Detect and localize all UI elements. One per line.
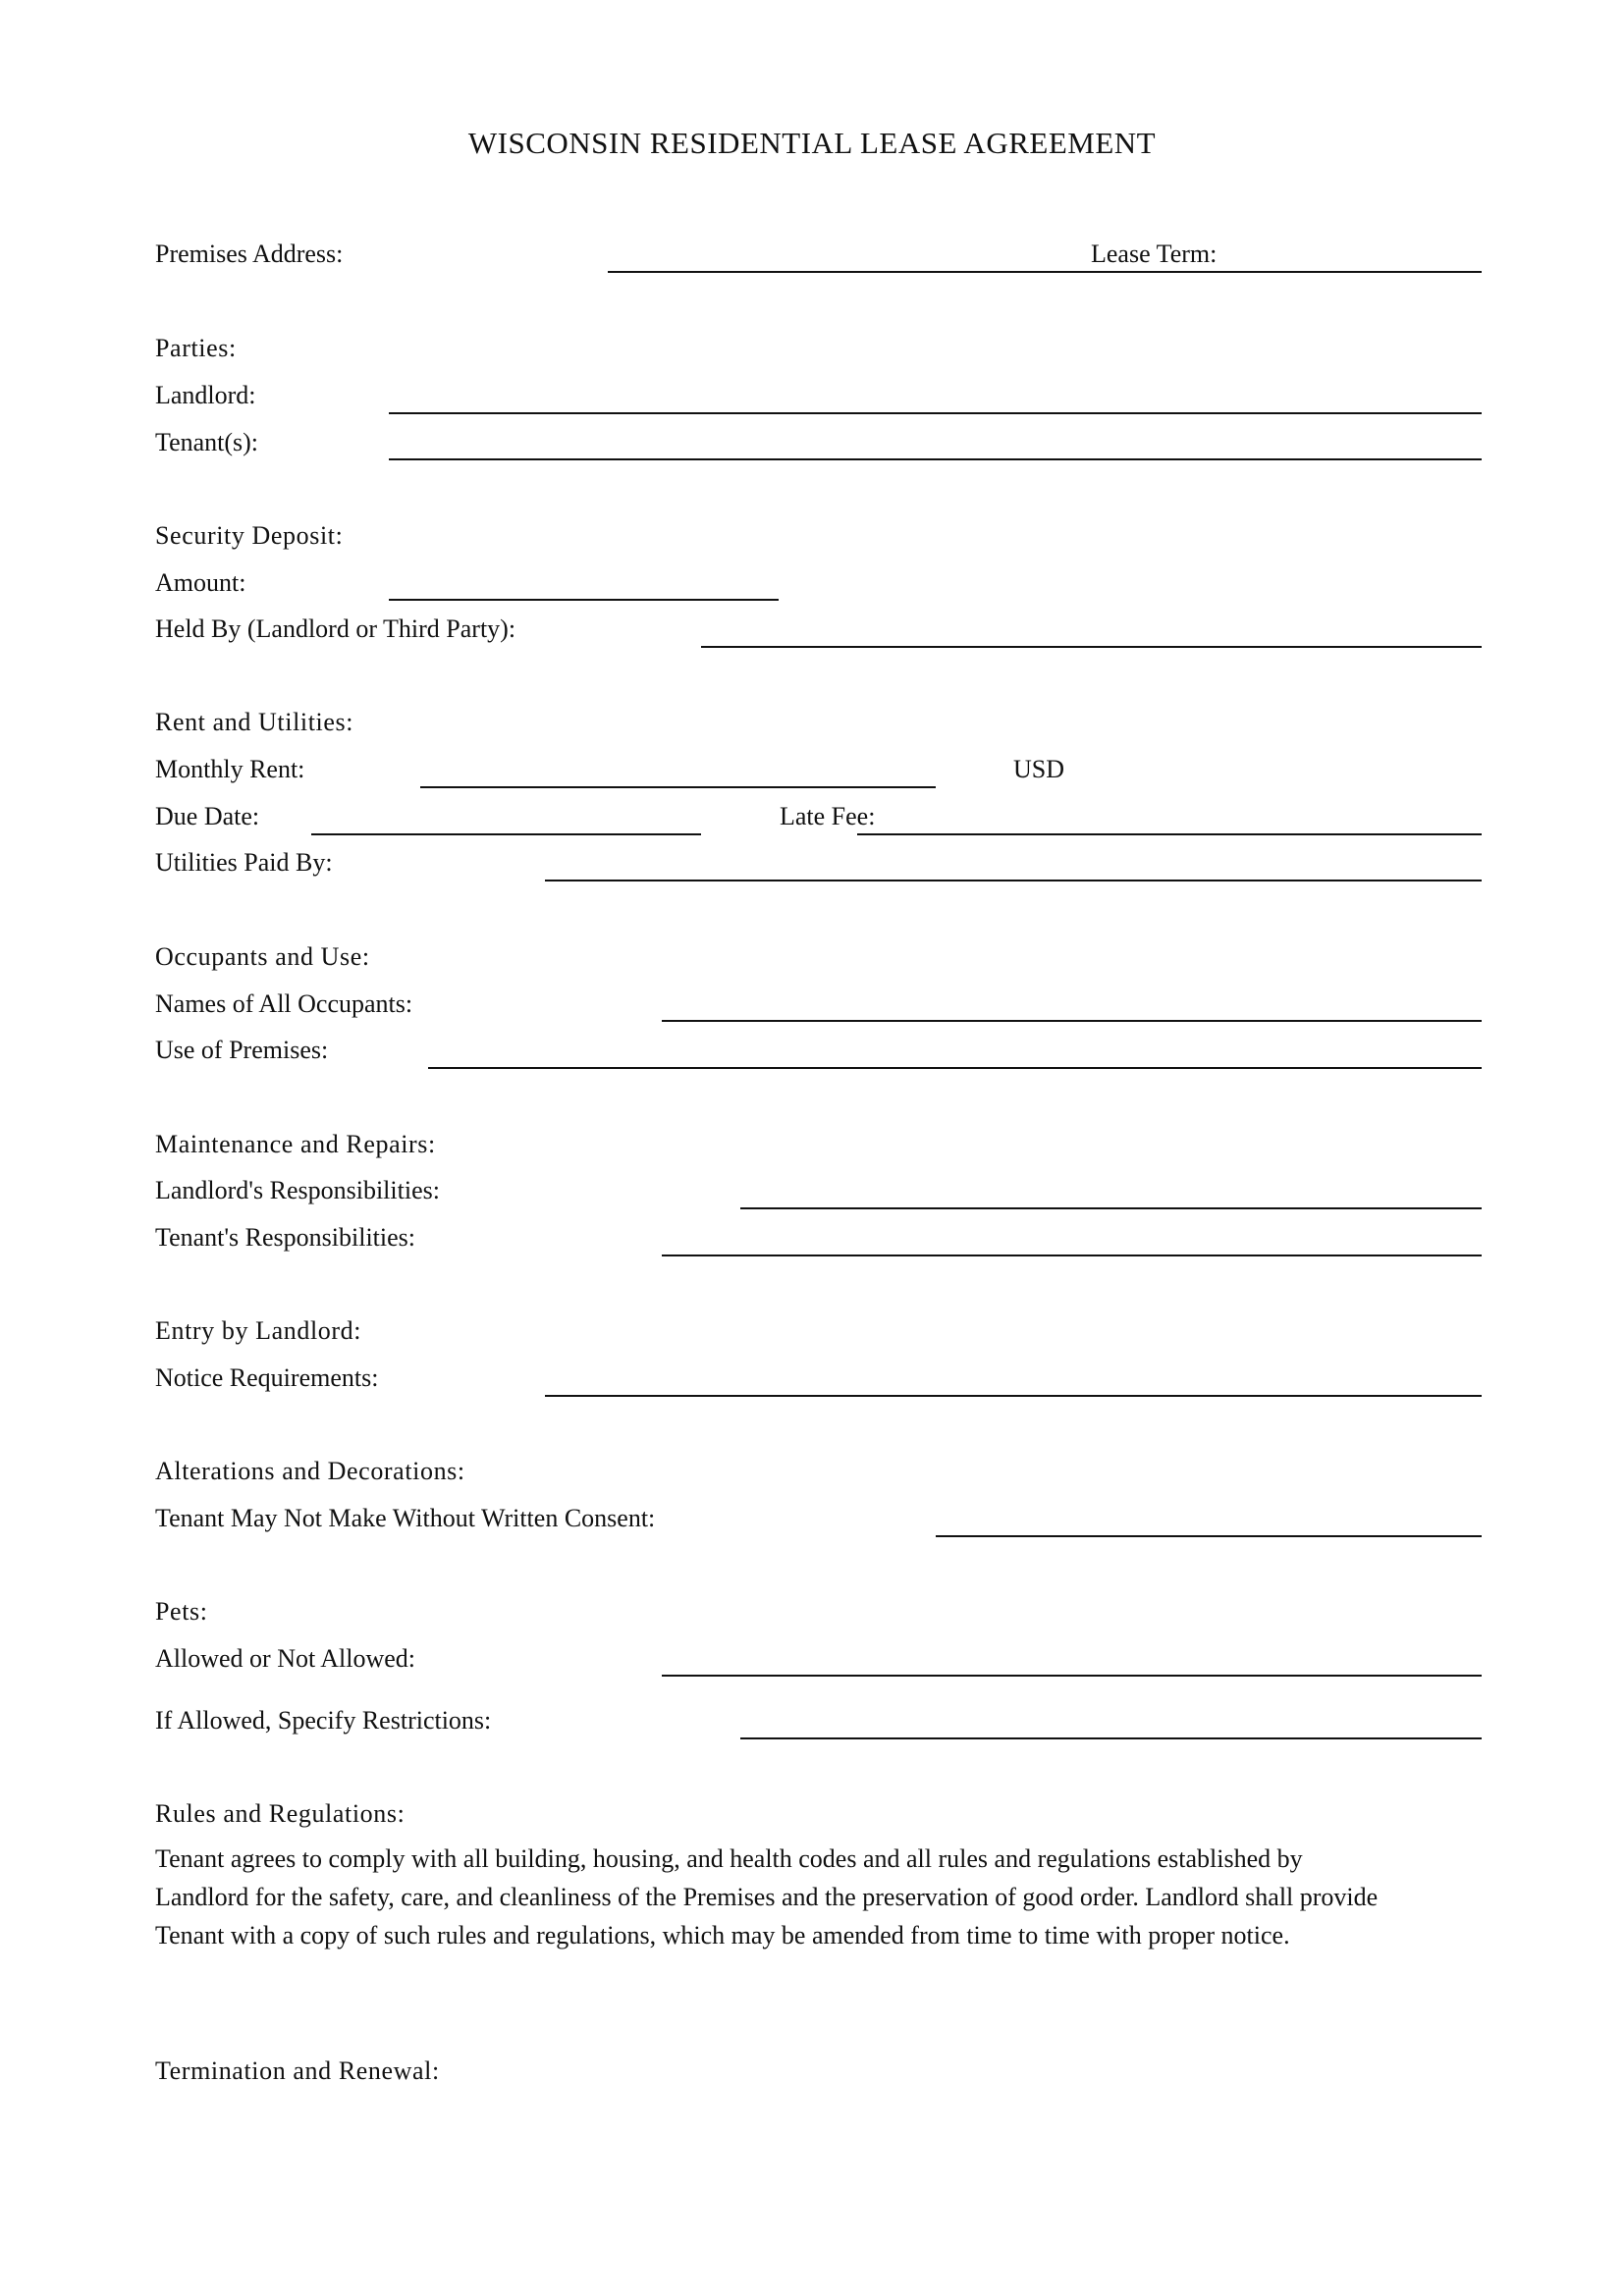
occupants-use-heading: Occupants and Use: [155,942,370,971]
landlord-responsibilities-field[interactable] [740,1207,1482,1209]
alterations-heading: Alterations and Decorations: [155,1457,465,1485]
pets-allowed-field[interactable] [662,1675,1482,1677]
pets-allowed-label: Allowed or Not Allowed: [155,1644,416,1673]
tenant-responsibilities-label: Tenant's Responsibilities: [155,1223,416,1252]
premises-address-field[interactable] [608,271,1079,273]
notice-requirements-label: Notice Requirements: [155,1363,379,1392]
late-fee-field[interactable] [857,833,1482,835]
rent-utilities-heading: Rent and Utilities: [155,708,354,736]
landlord-responsibilities-label: Landlord's Responsibilities: [155,1176,440,1204]
due-date-field[interactable] [311,833,701,835]
security-deposit-heading: Security Deposit: [155,521,344,550]
written-consent-label: Tenant May Not Make Without Written Consent: [155,1504,656,1532]
pet-restrictions-label: If Allowed, Specify Restrictions: [155,1706,492,1735]
notice-requirements-field[interactable] [545,1395,1482,1397]
rules-line: Landlord for the safety, care, and cleanliness of the Premises and the preservation of good order. Landlord shall provide [155,1883,1379,1911]
tenants-label: Tenant(s): [155,428,259,456]
landlord-label: Landlord: [155,381,256,409]
parties-heading: Parties: [155,334,237,362]
entry-by-landlord-heading: Entry by Landlord: [155,1316,362,1345]
lease-term-label: Lease Term: [1091,240,1218,268]
monthly-rent-field[interactable] [420,786,936,788]
tenant-responsibilities-field[interactable] [662,1255,1482,1256]
deposit-held-by-field[interactable] [701,646,1482,648]
currency-label: USD [1013,755,1065,783]
written-consent-field[interactable] [936,1535,1482,1537]
premises-address-label: Premises Address: [155,240,344,268]
deposit-amount-field[interactable] [389,599,779,601]
rules-regulations-paragraph [155,1840,1490,1954]
landlord-field[interactable] [389,412,1482,414]
pet-restrictions-field[interactable] [740,1737,1482,1739]
document-title: WISCONSIN RESIDENTIAL LEASE AGREEMENT [467,126,1157,160]
rules-line: Tenant with a copy of such rules and regulations, which may be amended from time to time with proper notice. [155,1921,1290,1949]
late-fee-label: Late Fee: [780,802,876,830]
deposit-held-by-label: Held By (Landlord or Third Party): [155,614,516,643]
occupant-names-field[interactable] [662,1020,1482,1022]
utilities-paid-by-field[interactable] [545,880,1482,881]
rules-regulations-heading: Rules and Regulations: [155,1799,406,1828]
termination-renewal-heading: Termination and Renewal: [155,2056,440,2085]
premises-use-field[interactable] [428,1067,1482,1069]
deposit-amount-label: Amount: [155,568,246,597]
tenants-field[interactable] [389,458,1482,460]
pets-heading: Pets: [155,1597,208,1626]
monthly-rent-label: Monthly Rent: [155,755,305,783]
occupant-names-label: Names of All Occupants: [155,989,413,1018]
lease-term-field[interactable] [1079,271,1482,273]
utilities-paid-by-label: Utilities Paid By: [155,848,333,877]
rules-line: Tenant agrees to comply with all building, housing, and health codes and all rules and regulations established by [155,1844,1303,1873]
maintenance-repairs-heading: Maintenance and Repairs: [155,1130,436,1158]
due-date-label: Due Date: [155,802,260,830]
premises-use-label: Use of Premises: [155,1036,329,1064]
